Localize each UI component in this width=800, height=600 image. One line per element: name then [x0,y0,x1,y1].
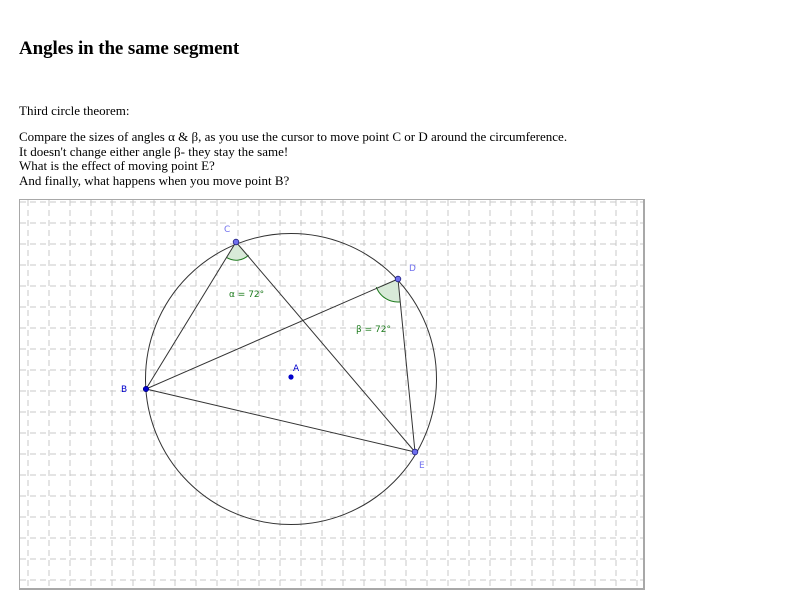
point-label-b: B [121,385,128,395]
point-label-d: D [409,264,416,274]
instruction-line: And finally, what happens when you move point B? [19,172,290,188]
point-b[interactable] [143,386,149,392]
page-title: Angles in the same segment [19,38,240,59]
point-a[interactable] [288,374,293,379]
point-label-e: E [419,461,425,471]
point-d[interactable] [395,276,401,282]
segment-ce [236,242,415,452]
instruction-line: It doesn't change either angle β- they stay the same! [19,143,289,159]
grid [20,200,643,588]
instruction-line: What is the effect of moving point E? [19,158,215,173]
point-c[interactable] [233,239,239,245]
angle-beta-sector [376,279,400,302]
angle-beta-label: β = 72° [356,325,391,335]
instruction-line: Compare the sizes of angles α & β, as you use the cursor to move point C or D around the circumference. [19,129,568,144]
segment-bc [146,242,236,389]
point-e[interactable] [412,449,418,455]
geometry-applet[interactable] [19,199,645,590]
angle-alpha-label: α = 72° [229,290,265,300]
instructions [19,130,567,188]
intro-text: Third circle theorem: [19,103,130,118]
point-label-a: A [293,364,300,374]
point-label-c: C [224,225,231,235]
